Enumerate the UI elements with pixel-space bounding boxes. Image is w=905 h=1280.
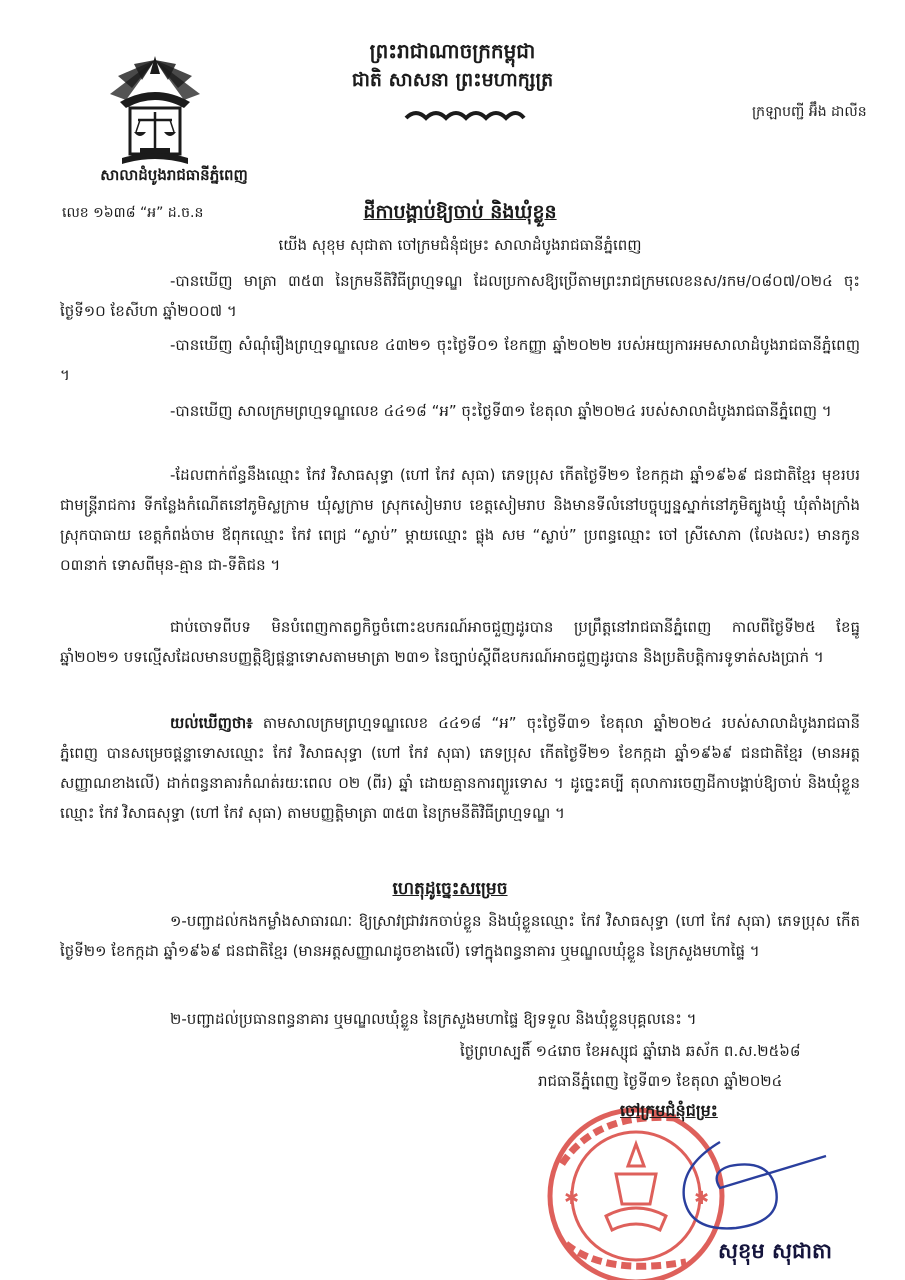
- kingdom-heading: ព្រះរាជាណាចក្រកម្ពុជា: [369, 39, 536, 63]
- paragraph-2: -បានឃើញ សំណុំរឿងព្រហ្មទណ្ឌលេខ ៤៣២១ ចុះថ្ងៃទី០១ ខែកញ្ញា ឆ្នាំ២០២២ របស់អយ្យការអមសាលាដំបូងរាជធានីភ្នំពេញ ។: [60, 336, 860, 384]
- paragraph-4: -ដែលពាក់ព័ន្ធនឹងឈ្មោះ កែវ វិសាធសុទ្ធា (ហៅ កែវ សុធា) ភេទប្រុស កើតថ្ងៃទី២១ ខែកក្កដា ឆ្នាំ១៩៦៩ ជនជាតិខ្មែរ មុខរបរ ជាមន្ត្រីរាជការ ទីកន្លែងកំណើតនៅភូមិស្លក្រាម ឃុំស្លក្រាម ស្រុកសៀមរាប ខេត្តសៀមរាប និងមានទីលំនៅបច្ចុប្បន្នស្នាក់នៅភូមិត្បូងឃ្មុំ ឃុំតាំងក្រាំង ស្រុកបាធាយ ខេត្តកំពង់ចាម ឪពុកឈ្មោះ កែវ ពេជ្រ “ស្លាប់” ម្ដាយឈ្មោះ ផ្លុង សម “ស្លាប់” ប្រពន្ធឈ្មោះ ចៅ ស្រីសោភា (លែងលះ) មានកូន ០៣នាក់ ទោសពីមុន-គ្មាន ជា-ទីតិជន ។: [60, 466, 860, 574]
- finding-lead: យល់ឃើញថា៖: [170, 714, 253, 732]
- signer-title: ចៅក្រមជំនុំជម្រះ: [620, 1101, 718, 1120]
- registrar-note: ក្រឡាបញ្ជី អ៊ឹង ដាលីន: [752, 104, 867, 120]
- document-title: ដីកាបង្គាប់ឱ្យចាប់ និងឃុំខ្លួន: [363, 201, 557, 223]
- judge-intro: យើង សុខុម សុជាតា ចៅក្រមជំនុំជម្រះ សាលាដំបូងរាជធានីភ្នំពេញ: [278, 236, 642, 254]
- finding-text: តាមសាលក្រមព្រហ្មទណ្ឌលេខ ៤៤១៨ “អ” ចុះថ្ងៃទី៣១ ខែតុលា ឆ្នាំ២០២៤ របស់សាលាដំបូងរាជធានីភ្នំពេញ បានសម្រេចផ្ដន្ទាទោសឈ្មោះ កែវ វិសាធសុទ្ធា (ហៅ កែវ សុធា) ភេទប្រុស កើតថ្ងៃទី២១ ខែកក្កដា ឆ្នាំ១៩៦៩ ជនជាតិខ្មែរ (មានអត្តសញ្ញាណខាងលើ) ដាក់ពន្ធនាគារកំណត់រយៈពេល ០២ (ពីរ) ឆ្នាំ ដោយគ្មានការព្យួរទោស ។ ដូច្នេះគប្បី តុលាការចេញដីកាបង្គាប់ឱ្យចាប់ និងឃុំខ្លួនឈ្មោះ កែវ វិសាធសុទ្ធា (ហៅ កែវ សុធា) តាមបញ្ញត្តិមាត្រា ៣៥៣ នៃក្រមនីតិវិធីព្រហ្មទណ្ឌ ។: [60, 714, 860, 822]
- paragraph-1: -បានឃើញ មាត្រា ៣៥៣ នៃក្រមនីតិវិធីព្រហ្មទណ្ឌ ដែលប្រកាសឱ្យប្រើតាមព្រះរាជក្រមលេខនស/រកម/០៨០៧/០២៤ ចុះថ្ងៃទី១០ ខែសីហា ឆ្នាំ២០០៧ ។: [60, 272, 860, 320]
- national-motto: ជាតិ សាសនា ព្រះមហាក្សត្រ: [351, 69, 554, 91]
- paragraph-3: -បានឃើញ សាលក្រមព្រហ្មទណ្ឌលេខ ៤៤១៨ “អ” ចុះថ្ងៃទី៣១ ខែតុលា ឆ្នាំ២០២៤ របស់សាលាដំបូងរាជធានីភ្នំពេញ ។: [170, 402, 832, 420]
- svg-text:✱: ✱: [564, 1188, 580, 1209]
- decision-heading: ហេតុដូច្នេះសម្រេច: [392, 879, 508, 899]
- court-emblem-icon: [100, 52, 210, 170]
- signature-icon: [650, 1136, 830, 1246]
- paragraph-5: ជាប់ចោទពីបទ មិនបំពេញកាតព្វកិច្ចចំពោះឧបករណ៍អាចជួញដូរបាន ប្រព្រឹត្តនៅរាជធានីភ្នំពេញ កាលពីថ្ងៃទី២៥ ខែធ្នូ ឆ្នាំ២០២១ បទល្មើសដែលមានបញ្ញត្តិឱ្យផ្ដន្ទាទោសតាមមាត្រា ២៣១ នៃច្បាប់ស្ដីពីឧបករណ៍អាចជួញដូរបាន និងប្រតិបត្តិការទូទាត់សងប្រាក់ ។: [60, 618, 860, 666]
- order-2: ២-បញ្ជាដល់ប្រធានពន្ធនាគារ ឬមណ្ឌលឃុំខ្លួន នៃក្រសួងមហាផ្ទៃ ឱ្យទទួល និងឃុំខ្លួនបុគ្គលនេះ ។: [170, 1010, 697, 1028]
- ornament-divider-icon: [400, 104, 530, 126]
- order-1: ១-បញ្ជាដល់កងកម្លាំងសាធារណៈ ឱ្យស្រាវជ្រាវរកចាប់ខ្លួន និងឃុំខ្លួនឈ្មោះ កែវ វិសាធសុទ្ធា (ហៅ កែវ សុធា) ភេទប្រុស កើតថ្ងៃទី២១ ខែកក្កដា ឆ្នាំ១៩៦៩ ជនជាតិខ្មែរ (មានអត្តសញ្ញាណដូចខាងលើ) ទៅក្នុងពន្ធនាគារ ឬមណ្ឌលឃុំខ្លួន នៃក្រសួងមហាផ្ទៃ ។: [60, 912, 860, 960]
- paragraph-6: [60, 708, 860, 828]
- place-and-date: រាជធានីភ្នំពេញ ថ្ងៃទី៣១ ខែតុលា ឆ្នាំ២០២៤: [538, 1072, 783, 1090]
- signer-name: សុខុម សុជាតា: [718, 1238, 832, 1263]
- lunar-date: ថ្ងៃព្រហស្បតិ៍ ១៤រោច ខែអស្សុជ ឆ្នាំរោង ឆស័ក ព.ស.២៥៦៨: [460, 1042, 801, 1060]
- reference-number: លេខ ១៦៣៨ “អ” ដ.ច.ន: [62, 205, 204, 221]
- svg-text:✱: ✱: [694, 1188, 710, 1209]
- court-name: សាលាដំបូងរាជធានីភ្នំពេញ: [100, 166, 248, 184]
